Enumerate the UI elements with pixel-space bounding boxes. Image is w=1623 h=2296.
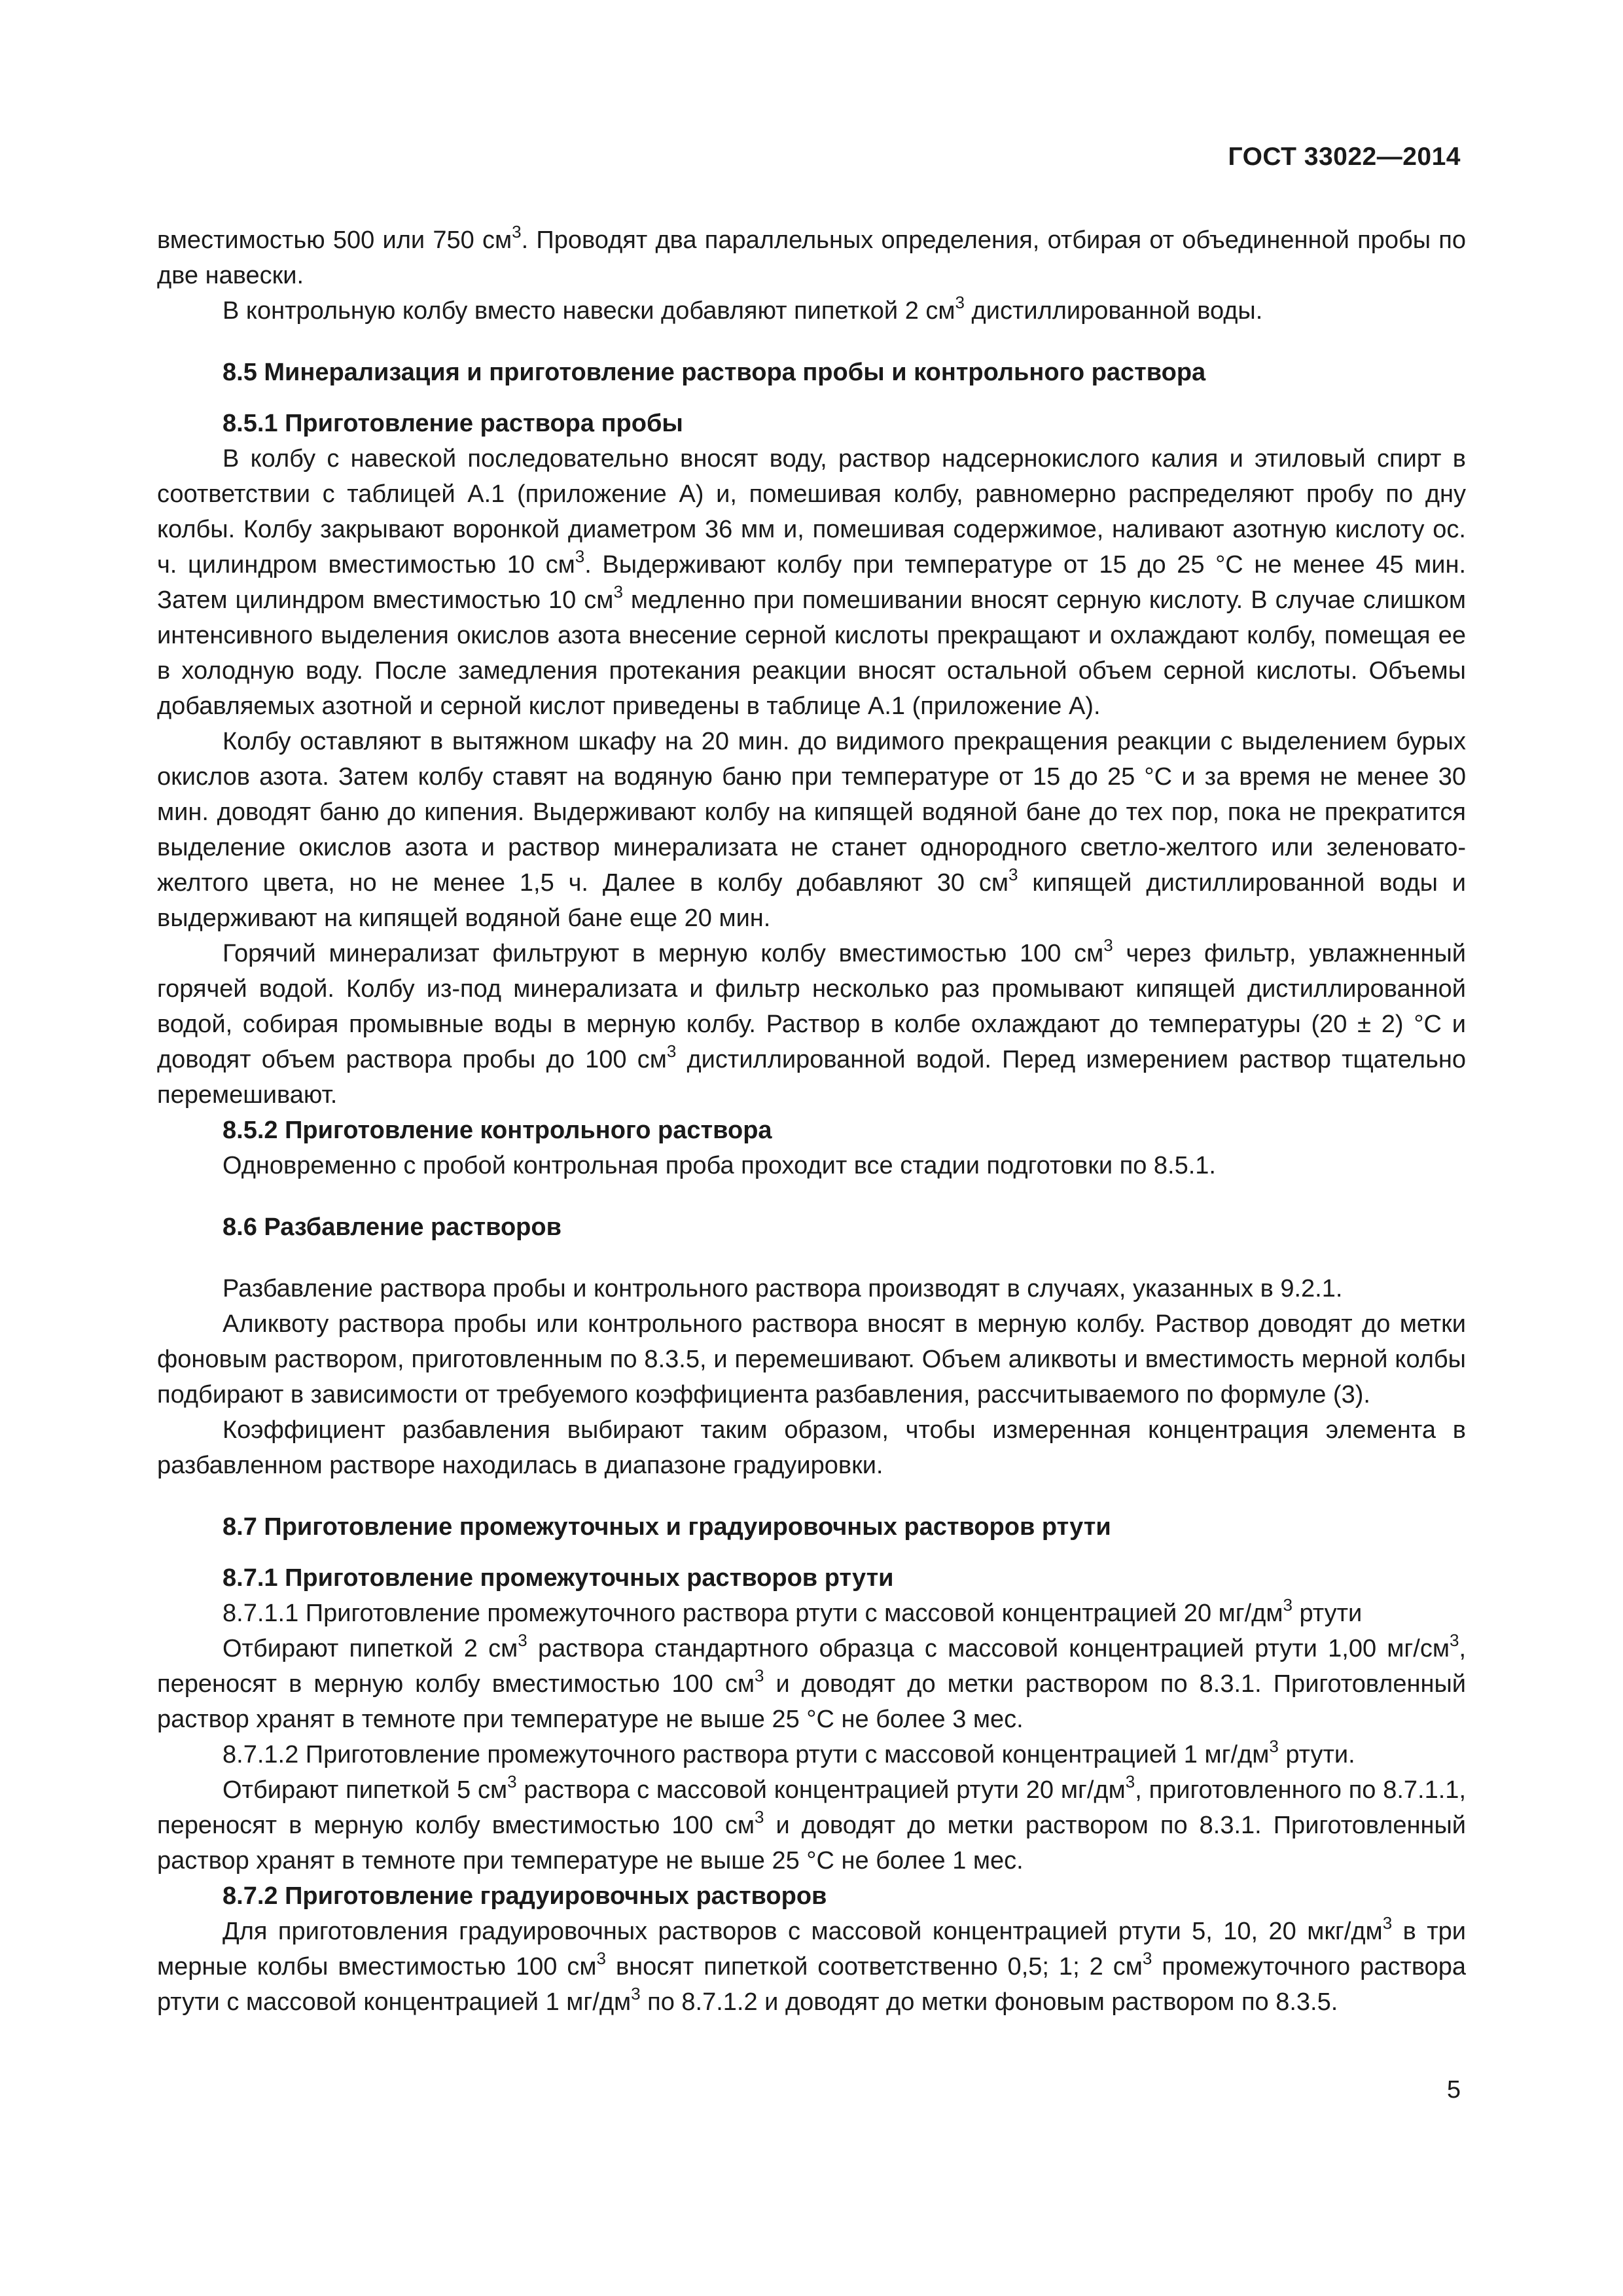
section-heading-8-6: 8.6 Разбавление растворов [223,1213,562,1241]
section-heading-8-5: 8.5 Минерализация и приготовление раствора пробы и контрольного раствора [223,359,1206,386]
page-number: 5 [1446,2076,1461,2104]
section-heading-8-7: 8.7 Приготовление промежуточных и градуировочных растворов ртути [223,1513,1111,1541]
document-standard-number: ГОСТ 33022—2014 [1228,143,1461,171]
paragraph: Отбирают пипеткой 5 $см^3$ раствора с массовой концентрацией ртути 20 $мг/дм^3$, приготовленного по 8.7.1.1, переносят в мерную колбу вместимостью 100 $см^3$ и доводят до метки раствором по 8.3.1. Приготовленный раствор хранят в темноте при температуре не выше 25 °С не более 1 мес. [157,1772,1466,1874]
paragraph: В колбу с навеской последовательно вносят воду, раствор надсернокислого калия и этиловый спирт в соответствии с таблицей А.1 (приложение А) и, помешивая колбу, равномерно распределяют пробу по дну колбы. Колбу закрывают воронкой диаметром 36 мм и, помешивая содержимое, наливают азотную кислоту ос. ч. цилиндром вместимостью 10 $см^3$. Выдерживают колбу при температуре от 15 до 25 °С не менее 45 мин. Затем цилиндром вместимостью 10 $см^3$ медленно при помешивании вносят серную кислоту. В случае слишком интенсивного выделения окислов азота внесение серной кислоты прекращают и охлаждают колбу, помещая ее в холодную воду. После замедления протекания реакции вносят остальной объем серной кислоты. Объемы добавляемых азотной и серной кислот приведены в таблице А.1 (приложение А). [157,445,1466,720]
paragraph: вместимостью 500 или 750 $см^3$. Проводят два параллельных определения, отбирая от объединенной пробы по две навески. [157,222,1466,289]
paragraph: Для приготовления градуировочных растворов с массовой концентрацией ртути 5, 10, 20 мкг/$дм^3$ в три мерные колбы вместимостью 100 $см^3$ вносят пипеткой соответственно 0,5; 1; 2 $см^3$ промежуточного раствора ртути с массовой концентрацией 1 $мг/дм^3$ по 8.7.1.2 и доводят до метки фоновым раствором по 8.3.5. [157,1913,1467,2016]
paragraph: Одновременно с пробой контрольная проба проходит все стадии подготовки по 8.5.1. [223,1152,1216,1179]
paragraph: Колбу оставляют в вытяжном шкафу на 20 мин. до видимого прекращения реакции с выделением бурых окислов азота. Затем колбу ставят на водяную баню при температуре от 15 до 25 °С и за время не менее 30 мин. доводят баню до кипения. Выдерживают колбу на кипящей водяной бане до тех пор, пока не прекратится выделение окислов азота и раствор минерализата не станет однородного светло-желтого или зеленовато-желтого цвета, но не менее 1,5 ч. Далее в колбу добавляют 30 $см^3$ кипящей дистиллированной воды и выдерживают на кипящей водяной бане еще 20 мин. [157,728,1467,932]
paragraph: Отбирают пипеткой 2 $см^3$ раствора стандартного образца с массовой концентрацией ртути 1,00 $мг/см^3$, переносят в мерную колбу вместимостью 100 $см^3$ и доводят до метки раствором по 8.3.1. Приготовленный раствор хранят в темноте при температуре не выше 25 °С не более 3 мес. [157,1630,1466,1733]
paragraph: Аликвоту раствора пробы или контрольного раствора вносят в мерную колбу. Раствор доводят до метки фоновым раствором, приготовленным по 8.3.5, и перемешивают. Объем аликвоты и вместимость мерной колбы подбирают в зависимости от требуемого коэффициента разбавления, рассчитываемого по формуле (3). [157,1310,1466,1408]
subsection-heading-8-7-2: 8.7.2 Приготовление градуировочных растворов [223,1882,827,1910]
paragraph: Коэффициент разбавления выбирают таким образом, чтобы измеренная концентрация элемента в разбавленном растворе находилась в диапазоне градуировки. [157,1416,1466,1479]
subsection-heading-8-5-2: 8.5.2 Приготовление контрольного раствора [223,1117,772,1144]
paragraph: Горячий минерализат фильтруют в мерную колбу вместимостью 100 $см^3$ через фильтр, увлажненный горячей водой. Колбу из-под минерализата и фильтр несколько раз промывают кипящей дистиллированной водой, собирая промывные воды в мерную колбу. Раствор в колбе охлаждают до температуры (20 ± 2) °С и доводят объем раствора пробы до 100 $см^3$ дистиллированной водой. Перед измерением раствор тщательно перемешивают. [157,935,1466,1109]
paragraph: 8.7.1.2 Приготовление промежуточного раствора ртути с массовой концентрацией 1 $мг/дм^3$ ртути. [223,1736,1355,1768]
subsection-heading-8-5-1: 8.5.1 Приготовление раствора пробы [223,410,683,437]
paragraph: 8.7.1.1 Приготовление промежуточного раствора ртути с массовой концентрацией 20 $мг/дм^3$ ртути [223,1595,1363,1627]
document-body [157,223,1466,2020]
paragraph: Разбавление раствора пробы и контрольного раствора производят в случаях, указанных в 9.2.1. [223,1275,1343,1302]
paragraph: В контрольную колбу вместо навески добавляют пипеткой 2 $см^3$ дистиллированной воды. [223,293,1263,325]
subsection-heading-8-7-1: 8.7.1 Приготовление промежуточных растворов ртути [223,1564,894,1592]
